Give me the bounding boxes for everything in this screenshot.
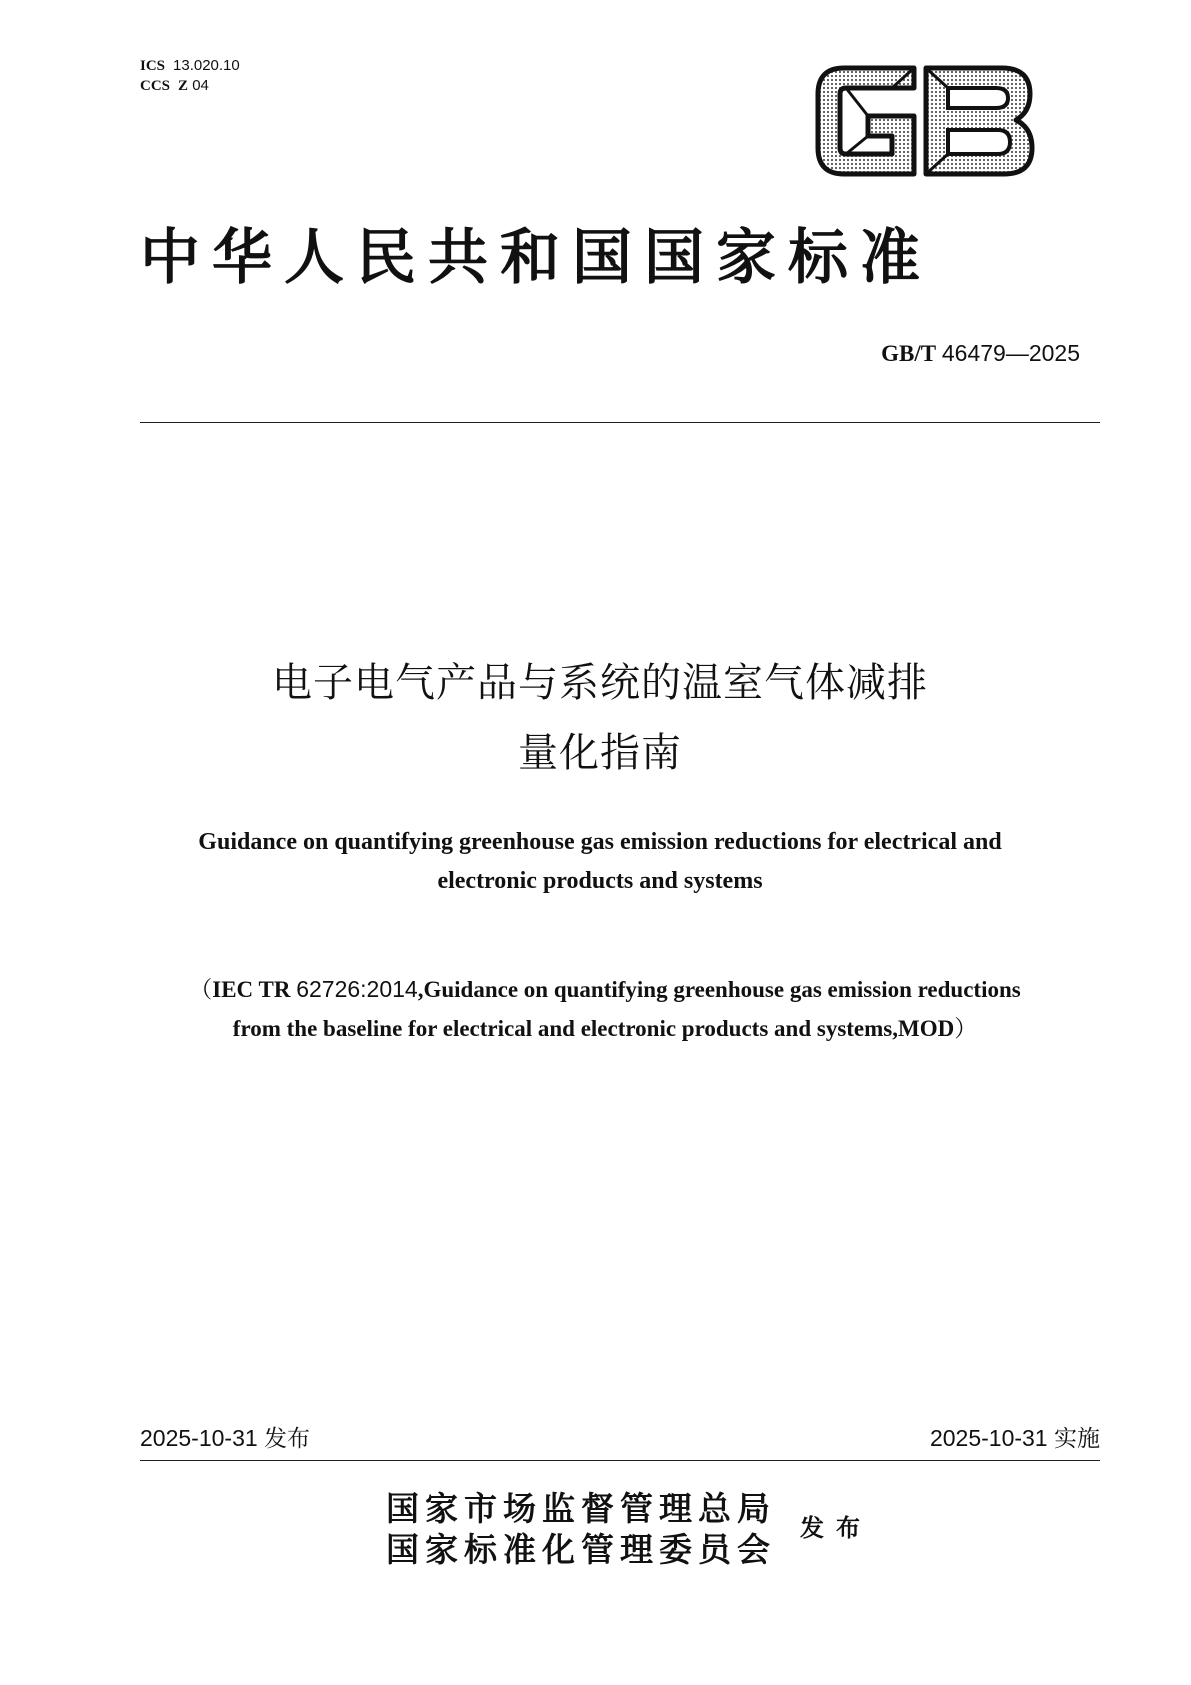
ics-label: ICS <box>140 58 166 74</box>
reference-line1 <box>80 970 1130 1009</box>
issuing-authorities <box>386 1488 776 1570</box>
reference-close-paren: ） <box>954 1015 978 1041</box>
reference-standard <box>80 970 1130 1048</box>
ccs-label: CCS <box>140 78 171 94</box>
issue-action-label: 发布 <box>800 1513 872 1542</box>
gb-logo <box>810 58 1038 184</box>
standard-number-value: 46479—2025 <box>941 340 1080 366</box>
ccs-code <box>140 76 240 96</box>
publish-label: 发布 <box>264 1426 311 1452</box>
issuer-line2: 国家标准化管理委员会 <box>386 1530 776 1569</box>
chinese-title <box>100 648 1100 788</box>
reference-open-paren: （ <box>189 976 213 1002</box>
chinese-title-line2: 量化指南 <box>518 730 682 776</box>
date-row <box>140 1420 1100 1452</box>
reference-line2: from the baseline for electrical and electronic products and systems,MOD <box>232 1016 955 1041</box>
reference-line2-wrap <box>80 1009 1130 1048</box>
ics-value: 13.020.10 <box>173 57 240 74</box>
implement-date <box>930 1420 1100 1453</box>
standard-prefix: GB/T <box>881 341 937 366</box>
ccs-letter: Z <box>178 78 189 94</box>
implement-label: 实施 <box>1054 1426 1100 1452</box>
standard-number <box>780 340 1080 367</box>
english-title-line2: electronic products and systems <box>437 868 763 894</box>
national-standard-title: 中华人民共和国国家标准 <box>140 223 932 293</box>
english-title <box>100 823 1100 901</box>
chinese-title-line1: 电子电气产品与系统的温室气体减排 <box>272 660 928 706</box>
english-title-line1: Guidance on quantifying greenhouse gas emission reductions for electrical and <box>198 829 1002 855</box>
ics-code <box>140 56 240 76</box>
reference-line1-rest: ,Guidance on quantifying greenhouse gas emission reductions <box>417 977 1021 1002</box>
implement-date-value: 2025-10-31 <box>929 1425 1048 1451</box>
ccs-value: 04 <box>192 77 209 94</box>
publish-date-value: 2025-10-31 <box>140 1425 258 1451</box>
classification-codes <box>140 56 240 96</box>
issuer-line1: 国家市场监督管理总局 <box>386 1489 776 1528</box>
publish-date <box>140 1420 310 1453</box>
bottom-divider <box>140 1460 1100 1461</box>
reference-num: 62726:2014 <box>296 976 418 1002</box>
top-divider <box>140 422 1100 423</box>
reference-std: IEC TR <box>212 977 291 1002</box>
